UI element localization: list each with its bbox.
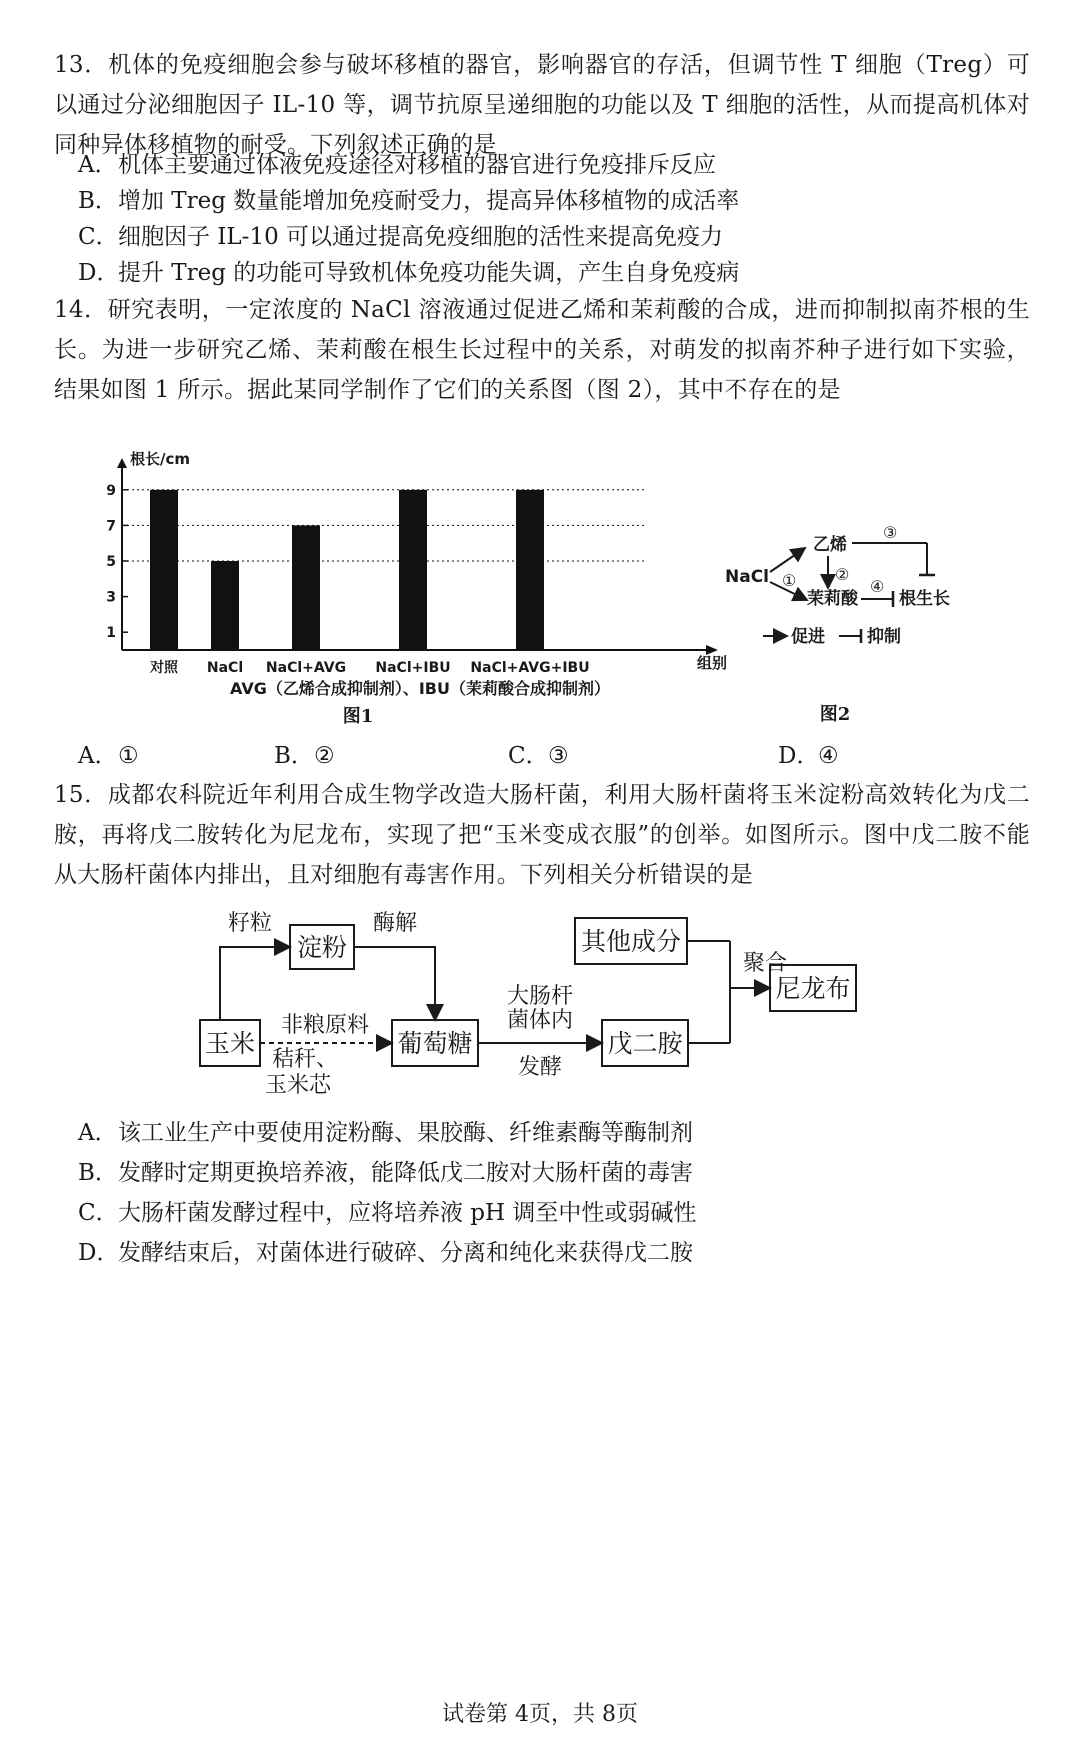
option-key: D．	[778, 743, 820, 769]
figure1-label: 图1	[342, 706, 374, 727]
label-n1: ①	[782, 571, 797, 590]
bar-2	[292, 525, 320, 650]
fig2-nacl: NaCl	[725, 567, 770, 587]
option-text: ④	[818, 743, 839, 769]
x-tick-label: 对照	[150, 660, 178, 676]
option-key: D．	[78, 260, 120, 286]
q13-option-d	[78, 253, 739, 293]
q15-option-d	[78, 1233, 693, 1273]
label-ecoli-2: 菌体内	[506, 1008, 574, 1033]
x-tick-label: NaCl	[206, 660, 244, 676]
label-n4: ④	[870, 577, 885, 596]
label-nylon: 尼龙布	[775, 974, 851, 1003]
x-tick-label: NaCl+AVG+IBU	[470, 660, 590, 676]
figure1-note: AVG（乙烯合成抑制剂）、IBU（茉莉酸合成抑制剂）	[230, 679, 610, 698]
y-tick-label: 1	[106, 625, 116, 642]
label-corn: 玉米	[204, 1029, 256, 1058]
fig2-ethylene: 乙烯	[813, 535, 847, 555]
label-hydrolysis: 酶解	[372, 911, 418, 936]
arrow-nacl-to-ethylene	[770, 548, 805, 572]
q14-options	[0, 736, 1080, 776]
page-footer: 试卷第 4页，共 8页	[442, 1702, 638, 1727]
option-text: 增加 Treg 数量能增加免疫耐受力，提高异体移植物的成活率	[118, 188, 740, 214]
option-text: 机体主要通过体液免疫途径对移植的器官进行免疫排斥反应	[118, 152, 716, 178]
label-nongrain: 非粮原料	[280, 1013, 370, 1038]
option-text: ③	[548, 743, 569, 769]
option-key: B．	[274, 743, 314, 769]
y-tick-label: 7	[106, 518, 116, 535]
q14-stem: 14．研究表明，一定浓度的 NaCl 溶液通过促进乙烯和茉莉酸的合成，进而抑制拟南芥根的生长。为进一步研究乙烯、茉莉酸在根生长过程中的关系，对萌发的拟南芥种子进行如下实验，结果如图 1 所示。据此某同学制作了它们的关系图（图 2），其中不存在的是	[54, 297, 1030, 403]
bar-3	[399, 490, 427, 650]
label-ecoli-1: 大肠杆	[506, 984, 574, 1009]
legend-promote: 促进	[791, 627, 825, 647]
chart-gridlines	[122, 490, 645, 561]
figure2-relationship-diagram	[725, 520, 995, 730]
option-key: C．	[78, 224, 119, 250]
label-glucose: 葡萄糖	[397, 1029, 473, 1058]
label-other: 其他成分	[580, 927, 682, 956]
option-text: 大肠杆菌发酵过程中，应将培养液 pH 调至中性或弱碱性	[118, 1200, 697, 1226]
option-text: ①	[118, 743, 139, 769]
label-n3: ③	[883, 523, 898, 542]
option-key: A．	[78, 152, 118, 178]
q15-option-c	[78, 1193, 696, 1233]
option-text: ②	[314, 743, 335, 769]
option-key: B．	[78, 188, 118, 214]
bar-0	[150, 490, 178, 650]
label-polymer: 聚合	[742, 951, 788, 976]
legend-inhibit: 抑制	[867, 627, 901, 647]
label-n2: ②	[835, 565, 850, 584]
chart-bars	[150, 490, 544, 650]
option-text: 发酵结束后，对菌体进行破碎、分离和纯化来获得戊二胺	[118, 1240, 693, 1266]
label-ferment: 发酵	[517, 1055, 563, 1080]
chart-x-axis-label: 组别	[696, 654, 728, 672]
label-seed: 籽粒	[227, 911, 273, 936]
fig2-jasmonic: 茉莉酸	[807, 589, 858, 609]
option-key: D．	[78, 1240, 120, 1266]
chart-y-axis-label: 根长/cm	[130, 450, 191, 468]
q13-option-c	[78, 217, 723, 257]
option-key: B．	[78, 1160, 118, 1186]
y-tick-label: 3	[106, 589, 116, 606]
q13-stem: 13．机体的免疫细胞会参与破坏移植的器官，影响器官的存活，但调节性 T 细胞（Treg）可以通过分泌细胞因子 IL-10 等，调节抗原呈递细胞的功能以及 T 细胞的活性，从而提高机体对同种异体移植物的耐受。下列叙述正确的是	[54, 52, 1030, 158]
q15-process-diagram	[190, 900, 910, 1110]
label-starch: 淀粉	[296, 933, 348, 962]
label-cob: 玉米芯	[264, 1073, 332, 1098]
fig2-root-growth: 根生长	[899, 589, 950, 609]
q14-option-c	[508, 736, 569, 776]
label-straw: 秸秆、	[271, 1047, 339, 1072]
option-key: A．	[78, 1120, 118, 1146]
option-text: 该工业生产中要使用淀粉酶、果胶酶、纤维素酶等酶制剂	[118, 1120, 693, 1146]
y-axis-arrow	[117, 458, 127, 468]
chart-x-ticks	[149, 660, 590, 676]
q13-option-a	[78, 145, 716, 185]
q14-option-b	[274, 736, 335, 776]
chart-y-ticks	[106, 483, 128, 641]
x-tick-label: NaCl+AVG	[265, 660, 347, 676]
q15-option-a	[78, 1113, 693, 1153]
option-key: C．	[78, 1200, 119, 1226]
option-text: 发酵时定期更换培养液，能降低戊二胺对大肠杆菌的毒害	[118, 1160, 693, 1186]
label-cadaverine: 戊二胺	[607, 1029, 683, 1058]
q15-stem: 15．成都农科院近年利用合成生物学改造大肠杆菌，利用大肠杆菌将玉米淀粉高效转化为戊二胺，再将戊二胺转化为尼龙布，实现了把“玉米变成衣服”的创举。如图所示。图中戊二胺不能从大肠杆菌体内排出，且对细胞有毒害作用。下列相关分析错误的是	[54, 782, 1030, 888]
bar-4	[516, 490, 544, 650]
option-key: A．	[78, 743, 118, 769]
figure2-label: 图2	[819, 704, 851, 725]
y-tick-label: 5	[106, 554, 116, 570]
q14-option-d	[778, 736, 839, 776]
q14-option-a	[78, 736, 139, 776]
option-key: C．	[508, 743, 549, 769]
q15-option-b	[78, 1153, 693, 1193]
option-text: 细胞因子 IL-10 可以通过提高免疫细胞的活性来提高免疫力	[118, 224, 724, 250]
x-tick-label: NaCl+IBU	[375, 660, 451, 676]
arrow-corn-to-starch	[220, 947, 290, 1020]
bar-1	[211, 561, 239, 650]
q13-option-b	[78, 181, 739, 221]
arrow-starch-to-glucose	[354, 947, 435, 1020]
option-text: 提升 Treg 的功能可导致机体免疫功能失调，产生自身免疫病	[118, 260, 740, 286]
y-tick-label: 9	[106, 482, 116, 499]
figure1-bar-chart	[100, 450, 740, 730]
